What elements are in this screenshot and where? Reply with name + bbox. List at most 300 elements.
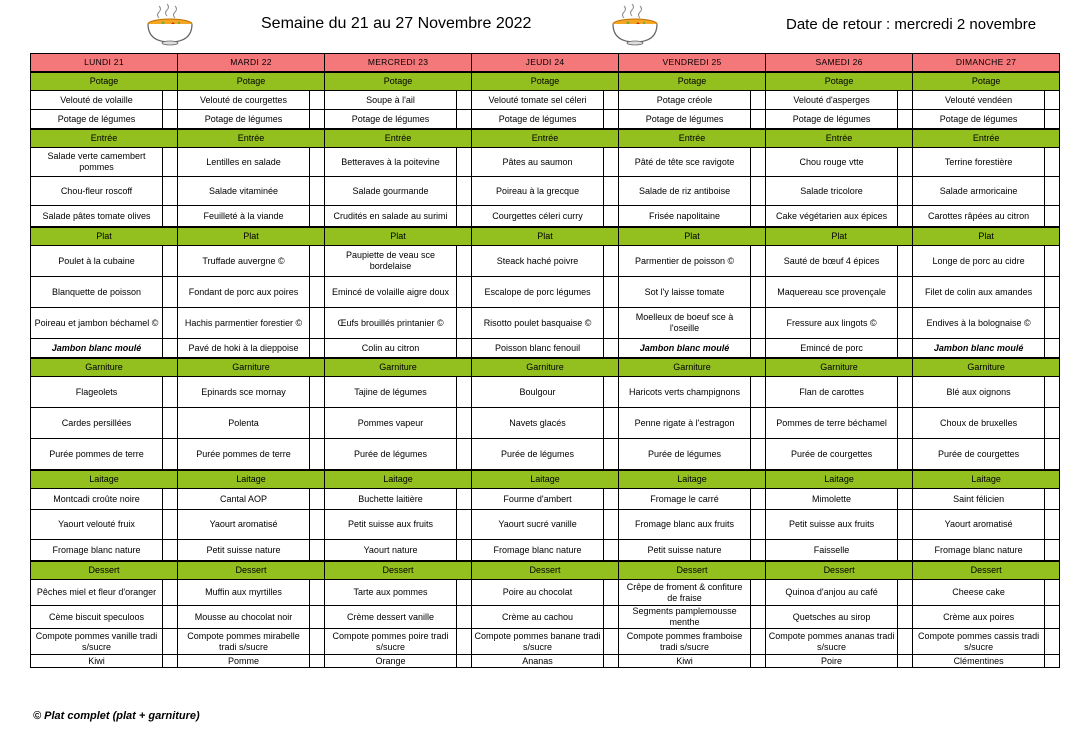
menu-item-cell: Steack haché poivre — [472, 246, 604, 277]
checkbox-cell[interactable] — [163, 246, 178, 277]
checkbox-cell[interactable] — [163, 580, 178, 606]
menu-item-cell: Choux de bruxelles — [913, 408, 1045, 439]
day-header: VENDREDI 25 — [619, 54, 766, 73]
menu-row — [31, 408, 1060, 439]
checkbox-cell[interactable] — [457, 408, 472, 439]
checkbox-cell[interactable] — [604, 408, 619, 439]
menu-item-cell: Purée de légumes — [472, 439, 604, 471]
checkbox-cell[interactable] — [898, 540, 913, 562]
checkbox-cell[interactable] — [310, 510, 325, 540]
checkbox-cell[interactable] — [310, 580, 325, 606]
checkbox-cell[interactable] — [751, 177, 766, 206]
section-header: Dessert — [913, 561, 1060, 580]
checkbox-cell[interactable] — [751, 580, 766, 606]
checkbox-cell[interactable] — [310, 277, 325, 308]
menu-row — [31, 377, 1060, 408]
menu-item-cell: Salade pâtes tomate olives — [31, 206, 163, 228]
checkbox-cell[interactable] — [751, 148, 766, 177]
menu-row — [31, 110, 1060, 130]
checkbox-cell[interactable] — [310, 439, 325, 471]
section-header: Entrée — [178, 129, 325, 148]
checkbox-cell[interactable] — [1045, 408, 1060, 439]
checkbox-cell[interactable] — [604, 606, 619, 629]
checkbox-cell[interactable] — [898, 510, 913, 540]
menu-item-cell: Poireau à la grecque — [472, 177, 604, 206]
menu-row — [31, 629, 1060, 655]
menu-item-cell: Poire au chocolat — [472, 580, 604, 606]
menu-item-cell: Purée de courgettes — [913, 439, 1045, 471]
menu-item-cell: Purée pommes de terre — [31, 439, 163, 471]
checkbox-cell[interactable] — [751, 510, 766, 540]
checkbox-cell[interactable] — [604, 277, 619, 308]
section-header-row — [31, 72, 1060, 91]
menu-item-cell: Kiwi — [619, 655, 751, 668]
section-header: Garniture — [325, 358, 472, 377]
section-header: Potage — [472, 72, 619, 91]
checkbox-cell[interactable] — [751, 629, 766, 655]
checkbox-cell[interactable] — [1045, 246, 1060, 277]
checkbox-cell[interactable] — [1045, 110, 1060, 130]
menu-item-cell: Sauté de bœuf 4 épices — [766, 246, 898, 277]
checkbox-cell[interactable] — [751, 655, 766, 668]
checkbox-cell[interactable] — [898, 177, 913, 206]
menu-item-cell: Haricots verts champignons — [619, 377, 751, 408]
checkbox-cell[interactable] — [310, 91, 325, 110]
menu-item-cell: Longe de porc au cidre — [913, 246, 1045, 277]
checkbox-cell[interactable] — [751, 540, 766, 562]
checkbox-cell[interactable] — [604, 339, 619, 359]
checkbox-cell[interactable] — [898, 339, 913, 359]
menu-item-cell: Blanquette de poisson — [31, 277, 163, 308]
menu-row — [31, 308, 1060, 339]
checkbox-cell[interactable] — [604, 377, 619, 408]
checkbox-cell[interactable] — [898, 377, 913, 408]
checkbox-cell[interactable] — [457, 510, 472, 540]
checkbox-cell[interactable] — [310, 308, 325, 339]
menu-row — [31, 540, 1060, 562]
checkbox-cell[interactable] — [310, 246, 325, 277]
menu-item-cell: Compote pommes poire tradi s/sucre — [325, 629, 457, 655]
checkbox-cell[interactable] — [457, 308, 472, 339]
day-header-row — [31, 54, 1060, 73]
menu-item-cell: Filet de colin aux amandes — [913, 277, 1045, 308]
checkbox-cell[interactable] — [457, 110, 472, 130]
menu-item-cell: Potage de légumes — [472, 110, 604, 130]
checkbox-cell[interactable] — [310, 110, 325, 130]
checkbox-cell[interactable] — [163, 277, 178, 308]
menu-item-cell: Risotto poulet basquaise © — [472, 308, 604, 339]
section-header: Garniture — [31, 358, 178, 377]
section-header: Garniture — [766, 358, 913, 377]
menu-item-cell: Petit suisse nature — [178, 540, 310, 562]
menu-item-cell: Fondant de porc aux poires — [178, 277, 310, 308]
day-header: LUNDI 21 — [31, 54, 178, 73]
checkbox-cell[interactable] — [898, 246, 913, 277]
section-header: Garniture — [913, 358, 1060, 377]
checkbox-cell[interactable] — [604, 580, 619, 606]
checkbox-cell[interactable] — [898, 91, 913, 110]
menu-item-cell: Potage de légumes — [766, 110, 898, 130]
section-header-row — [31, 227, 1060, 246]
checkbox-cell[interactable] — [457, 489, 472, 510]
checkbox-cell[interactable] — [163, 308, 178, 339]
return-date: Date de retour : mercredi 2 novembre — [786, 16, 1037, 33]
menu-row — [31, 177, 1060, 206]
menu-item-cell: Potage créole — [619, 91, 751, 110]
menu-item-cell: Buchette laitière — [325, 489, 457, 510]
day-header: JEUDI 24 — [472, 54, 619, 73]
checkbox-cell[interactable] — [163, 655, 178, 668]
menu-item-cell: Betteraves à la poitevine — [325, 148, 457, 177]
menu-item-cell: Muffin aux myrtilles — [178, 580, 310, 606]
menu-item-cell: Crème au cachou — [472, 606, 604, 629]
menu-item-cell: Cake végétarien aux épices — [766, 206, 898, 228]
menu-item-cell: Potage de légumes — [178, 110, 310, 130]
menu-item-cell: Potage de légumes — [31, 110, 163, 130]
checkbox-cell[interactable] — [457, 439, 472, 471]
menu-item-cell: Purée de courgettes — [766, 439, 898, 471]
menu-row — [31, 206, 1060, 228]
checkbox-cell[interactable] — [163, 377, 178, 408]
checkbox-cell[interactable] — [604, 655, 619, 668]
soup-bowl-icon — [145, 2, 195, 46]
checkbox-cell[interactable] — [310, 206, 325, 228]
menu-item-cell: Navets glacés — [472, 408, 604, 439]
checkbox-cell[interactable] — [604, 308, 619, 339]
menu-item-cell: Lentilles en salade — [178, 148, 310, 177]
menu-item-cell: Pâtes au saumon — [472, 148, 604, 177]
checkbox-cell[interactable] — [163, 206, 178, 228]
checkbox-cell[interactable] — [898, 206, 913, 228]
checkbox-cell[interactable] — [163, 540, 178, 562]
menu-item-cell: Chou-fleur roscoff — [31, 177, 163, 206]
section-header: Laitage — [913, 470, 1060, 489]
menu-item-cell: Velouté tomate sel céleri — [472, 91, 604, 110]
menu-row — [31, 510, 1060, 540]
checkbox-cell[interactable] — [1045, 377, 1060, 408]
section-header: Potage — [31, 72, 178, 91]
checkbox-cell[interactable] — [898, 148, 913, 177]
checkbox-cell[interactable] — [751, 606, 766, 629]
checkbox-cell[interactable] — [1045, 148, 1060, 177]
menu-item-cell: Potage de légumes — [619, 110, 751, 130]
menu-item-cell: Frisée napolitaine — [619, 206, 751, 228]
menu-row — [31, 489, 1060, 510]
section-header: Dessert — [31, 561, 178, 580]
menu-item-cell: Pommes de terre béchamel — [766, 408, 898, 439]
menu-item-cell: Salade verte camembert pommes — [31, 148, 163, 177]
menu-item-cell: Compote pommes vanille tradi s/sucre — [31, 629, 163, 655]
checkbox-cell[interactable] — [751, 110, 766, 130]
section-header: Dessert — [766, 561, 913, 580]
menu-item-cell: Hachis parmentier forestier © — [178, 308, 310, 339]
checkbox-cell[interactable] — [457, 540, 472, 562]
checkbox-cell[interactable] — [604, 110, 619, 130]
checkbox-cell[interactable] — [457, 91, 472, 110]
menu-row — [31, 246, 1060, 277]
menu-item-cell: Crêpe de froment & confiture de fraise — [619, 580, 751, 606]
checkbox-cell[interactable] — [751, 489, 766, 510]
checkbox-cell[interactable] — [310, 148, 325, 177]
checkbox-cell[interactable] — [1045, 580, 1060, 606]
checkbox-cell[interactable] — [457, 246, 472, 277]
checkbox-cell[interactable] — [1045, 510, 1060, 540]
menu-item-cell: Quetsches au sirop — [766, 606, 898, 629]
checkbox-cell[interactable] — [1045, 606, 1060, 629]
checkbox-cell[interactable] — [898, 277, 913, 308]
checkbox-cell[interactable] — [1045, 540, 1060, 562]
menu-item-cell: Velouté de courgettes — [178, 91, 310, 110]
checkbox-cell[interactable] — [310, 540, 325, 562]
footnote: © Plat complet (plat + garniture) — [33, 710, 200, 722]
page-title: Semaine du 21 au 27 Novembre 2022 — [261, 15, 532, 32]
checkbox-cell[interactable] — [898, 308, 913, 339]
checkbox-cell[interactable] — [163, 110, 178, 130]
menu-item-cell: Pomme — [178, 655, 310, 668]
checkbox-cell[interactable] — [163, 177, 178, 206]
menu-item-cell: Mousse au chocolat noir — [178, 606, 310, 629]
section-header: Laitage — [178, 470, 325, 489]
checkbox-cell[interactable] — [457, 206, 472, 228]
section-header: Dessert — [325, 561, 472, 580]
menu-row — [31, 655, 1060, 668]
menu-item-cell: Truffade auvergne © — [178, 246, 310, 277]
checkbox-cell[interactable] — [751, 308, 766, 339]
section-header: Dessert — [619, 561, 766, 580]
checkbox-cell[interactable] — [751, 277, 766, 308]
section-header: Garniture — [178, 358, 325, 377]
checkbox-cell[interactable] — [898, 439, 913, 471]
checkbox-cell[interactable] — [163, 339, 178, 359]
section-header: Dessert — [178, 561, 325, 580]
checkbox-cell[interactable] — [163, 606, 178, 629]
menu-item-cell: Poire — [766, 655, 898, 668]
checkbox-cell[interactable] — [163, 91, 178, 110]
checkbox-cell[interactable] — [604, 510, 619, 540]
menu-item-cell: Cardes persillées — [31, 408, 163, 439]
menu-item-cell: Compote pommes mirabelle tradi s/sucre — [178, 629, 310, 655]
menu-item-cell: Potage de légumes — [913, 110, 1045, 130]
checkbox-cell[interactable] — [604, 489, 619, 510]
checkbox-cell[interactable] — [1045, 489, 1060, 510]
checkbox-cell[interactable] — [898, 629, 913, 655]
section-header: Potage — [178, 72, 325, 91]
menu-item-cell: Purée pommes de terre — [178, 439, 310, 471]
menu-item-cell: Poisson blanc fenouil — [472, 339, 604, 359]
section-header: Laitage — [325, 470, 472, 489]
menu-item-cell: Purée de légumes — [325, 439, 457, 471]
page-header — [0, 0, 1090, 52]
checkbox-cell[interactable] — [457, 606, 472, 629]
checkbox-cell[interactable] — [163, 489, 178, 510]
menu-item-cell: Feuilleté à la viande — [178, 206, 310, 228]
checkbox-cell[interactable] — [604, 148, 619, 177]
section-header: Laitage — [31, 470, 178, 489]
checkbox-cell[interactable] — [1045, 206, 1060, 228]
checkbox-cell[interactable] — [751, 206, 766, 228]
section-header: Entrée — [766, 129, 913, 148]
checkbox-cell[interactable] — [457, 580, 472, 606]
checkbox-cell[interactable] — [1045, 655, 1060, 668]
checkbox-cell[interactable] — [751, 408, 766, 439]
checkbox-cell[interactable] — [751, 377, 766, 408]
menu-item-cell: Œufs brouillés printanier © — [325, 308, 457, 339]
checkbox-cell[interactable] — [310, 408, 325, 439]
menu-row — [31, 148, 1060, 177]
checkbox-cell[interactable] — [163, 148, 178, 177]
section-header: Plat — [766, 227, 913, 246]
checkbox-cell[interactable] — [751, 339, 766, 359]
checkbox-cell[interactable] — [457, 177, 472, 206]
soup-bowl-icon — [610, 2, 660, 46]
menu-item-cell: Compote pommes framboise tradi s/sucre — [619, 629, 751, 655]
menu-item-cell: Salade armoricaine — [913, 177, 1045, 206]
checkbox-cell[interactable] — [1045, 177, 1060, 206]
section-header: Laitage — [619, 470, 766, 489]
section-header-row — [31, 358, 1060, 377]
checkbox-cell[interactable] — [310, 339, 325, 359]
menu-item-cell: Polenta — [178, 408, 310, 439]
menu-item-cell: Velouté vendéen — [913, 91, 1045, 110]
day-header: SAMEDI 26 — [766, 54, 913, 73]
menu-item-cell: Ananas — [472, 655, 604, 668]
section-header: Plat — [619, 227, 766, 246]
checkbox-cell[interactable] — [163, 439, 178, 471]
menu-item-cell: Flageolets — [31, 377, 163, 408]
menu-item-cell: Fressure aux lingots © — [766, 308, 898, 339]
section-header: Entrée — [913, 129, 1060, 148]
checkbox-cell[interactable] — [898, 655, 913, 668]
checkbox-cell[interactable] — [1045, 439, 1060, 471]
menu-row — [31, 606, 1060, 629]
menu-item-cell: Penne rigate à l'estragon — [619, 408, 751, 439]
section-header: Entrée — [31, 129, 178, 148]
menu-item-cell: Moelleux de boeuf sce à l'oseille — [619, 308, 751, 339]
checkbox-cell[interactable] — [163, 510, 178, 540]
section-header: Plat — [31, 227, 178, 246]
checkbox-cell[interactable] — [898, 580, 913, 606]
day-header: MARDI 22 — [178, 54, 325, 73]
checkbox-cell[interactable] — [310, 655, 325, 668]
checkbox-cell[interactable] — [604, 629, 619, 655]
menu-item-cell: Petit suisse nature — [619, 540, 751, 562]
checkbox-cell[interactable] — [163, 408, 178, 439]
section-header: Plat — [913, 227, 1060, 246]
checkbox-cell[interactable] — [1045, 339, 1060, 359]
menu-item-cell: Cantal AOP — [178, 489, 310, 510]
checkbox-cell[interactable] — [457, 277, 472, 308]
menu-item-cell: Purée de légumes — [619, 439, 751, 471]
menu-item-cell: Crudités en salade au surimi — [325, 206, 457, 228]
checkbox-cell[interactable] — [898, 489, 913, 510]
checkbox-cell[interactable] — [457, 629, 472, 655]
checkbox-cell[interactable] — [898, 110, 913, 130]
menu-item-cell: Mimolette — [766, 489, 898, 510]
menu-item-cell: Fromage blanc aux fruits — [619, 510, 751, 540]
menu-item-cell: Compote pommes cassis tradi s/sucre — [913, 629, 1045, 655]
checkbox-cell[interactable] — [604, 206, 619, 228]
day-header: DIMANCHE 27 — [913, 54, 1060, 73]
menu-item-cell: Salade de riz antiboise — [619, 177, 751, 206]
section-header-row — [31, 129, 1060, 148]
checkbox-cell[interactable] — [898, 408, 913, 439]
section-header: Garniture — [472, 358, 619, 377]
checkbox-cell[interactable] — [604, 439, 619, 471]
menu-item-cell: Saint félicien — [913, 489, 1045, 510]
section-header: Dessert — [472, 561, 619, 580]
menu-item-cell: Yaourt aromatisé — [178, 510, 310, 540]
checkbox-cell[interactable] — [751, 91, 766, 110]
menu-item-cell: Compote pommes banane tradi s/sucre — [472, 629, 604, 655]
checkbox-cell[interactable] — [310, 606, 325, 629]
checkbox-cell[interactable] — [604, 540, 619, 562]
section-header: Potage — [913, 72, 1060, 91]
menu-item-cell: Courgettes céleri curry — [472, 206, 604, 228]
checkbox-cell[interactable] — [604, 91, 619, 110]
checkbox-cell[interactable] — [604, 177, 619, 206]
menu-item-cell: Pâté de tête sce ravigote — [619, 148, 751, 177]
menu-item-cell: Crème dessert vanille — [325, 606, 457, 629]
menu-item-cell: Velouté de volaille — [31, 91, 163, 110]
menu-item-cell: Paupiette de veau sce bordelaise — [325, 246, 457, 277]
day-header: MERCREDI 23 — [325, 54, 472, 73]
checkbox-cell[interactable] — [310, 629, 325, 655]
menu-item-cell: Yaourt velouté fruix — [31, 510, 163, 540]
section-header: Laitage — [472, 470, 619, 489]
menu-item-cell: Tajine de légumes — [325, 377, 457, 408]
checkbox-cell[interactable] — [751, 246, 766, 277]
menu-item-cell: Yaourt sucré vanille — [472, 510, 604, 540]
menu-row — [31, 277, 1060, 308]
checkbox-cell[interactable] — [310, 377, 325, 408]
checkbox-cell[interactable] — [457, 148, 472, 177]
checkbox-cell[interactable] — [751, 439, 766, 471]
checkbox-cell[interactable] — [1045, 91, 1060, 110]
menu-item-cell: Petit suisse aux fruits — [325, 510, 457, 540]
section-header: Plat — [178, 227, 325, 246]
checkbox-cell[interactable] — [310, 177, 325, 206]
menu-item-cell: Orange — [325, 655, 457, 668]
menu-item-cell: Crème aux poires — [913, 606, 1045, 629]
menu-item-cell: Pommes vapeur — [325, 408, 457, 439]
checkbox-cell[interactable] — [898, 606, 913, 629]
checkbox-cell[interactable] — [1045, 277, 1060, 308]
menu-row — [31, 339, 1060, 359]
section-header-row — [31, 470, 1060, 489]
menu-item-cell: Emincé de porc — [766, 339, 898, 359]
menu-item-cell: Fromage blanc nature — [31, 540, 163, 562]
menu-item-cell: Jambon blanc moulé — [31, 339, 163, 359]
menu-item-cell: Petit suisse aux fruits — [766, 510, 898, 540]
checkbox-cell[interactable] — [163, 629, 178, 655]
menu-item-cell: Carottes râpées au citron — [913, 206, 1045, 228]
menu-item-cell: Clémentines — [913, 655, 1045, 668]
section-header: Entrée — [619, 129, 766, 148]
checkbox-cell[interactable] — [457, 655, 472, 668]
section-header: Potage — [325, 72, 472, 91]
menu-item-cell: Poireau et jambon béchamel © — [31, 308, 163, 339]
checkbox-cell[interactable] — [604, 246, 619, 277]
checkbox-cell[interactable] — [310, 489, 325, 510]
menu-item-cell: Faisselle — [766, 540, 898, 562]
menu-row — [31, 91, 1060, 110]
checkbox-cell[interactable] — [457, 377, 472, 408]
menu-item-cell: Fourme d'ambert — [472, 489, 604, 510]
checkbox-cell[interactable] — [1045, 629, 1060, 655]
checkbox-cell[interactable] — [457, 339, 472, 359]
checkbox-cell[interactable] — [1045, 308, 1060, 339]
menu-item-cell: Quinoa d'anjou au café — [766, 580, 898, 606]
